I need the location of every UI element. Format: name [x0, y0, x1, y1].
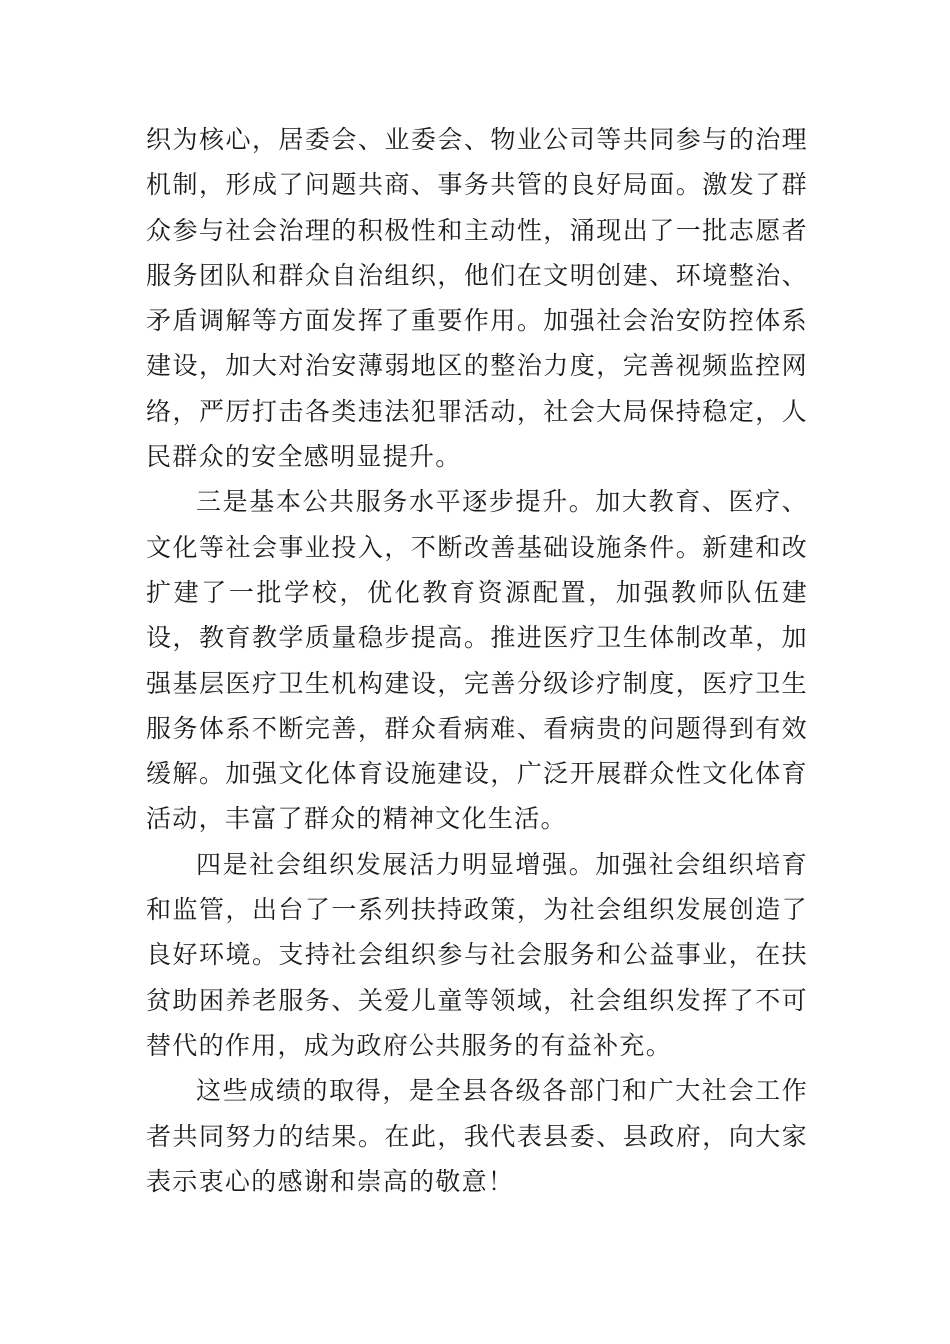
- paragraph-acknowledgement: 这些成绩的取得，是全县各级各部门和广大社会工作者共同努力的结果。在此，我代表县委、县政府，向大家表示衷心的感谢和崇高的敬意！: [146, 1076, 808, 1196]
- document-body: [146, 117, 808, 1204]
- paragraph-public-services: 三是基本公共服务水平逐步提升。加大教育、医疗、文化等社会事业投入，不断改善基础设施条件。新建和改扩建了一批学校，优化教育资源配置，加强教师队伍建设，教育教学质量稳步提高。推进医疗卫生体制改革，加强基层医疗卫生机构建设，完善分级诊疗制度，医疗卫生服务体系不断完善，群众看病难、看病贵的问题得到有效缓解。加强文化体育设施建设，广泛开展群众性文化体育活动，丰富了群众的精神文化生活。: [146, 487, 808, 834]
- paragraph-social-organizations: 四是社会组织发展活力明显增强。加强社会组织培育和监管，出台了一系列扶持政策，为社会组织发展创造了良好环境。支持社会组织参与社会服务和公益事业，在扶贫助困养老服务、关爱儿童等领域，社会组织发挥了不可替代的作用，成为政府公共服务的有益补充。: [146, 849, 808, 1060]
- paragraph-continuation: 织为核心，居委会、业委会、物业公司等共同参与的治理机制，形成了问题共商、事务共管的良好局面。激发了群众参与社会治理的积极性和主动性，涌现出了一批志愿者服务团队和群众自治组织，他们在文明创建、环境整治、矛盾调解等方面发挥了重要作用。加强社会治安防控体系建设，加大对治安薄弱地区的整治力度，完善视频监控网络，严厉打击各类违法犯罪活动，社会大局保持稳定，人民群众的安全感明显提升。: [146, 125, 808, 472]
